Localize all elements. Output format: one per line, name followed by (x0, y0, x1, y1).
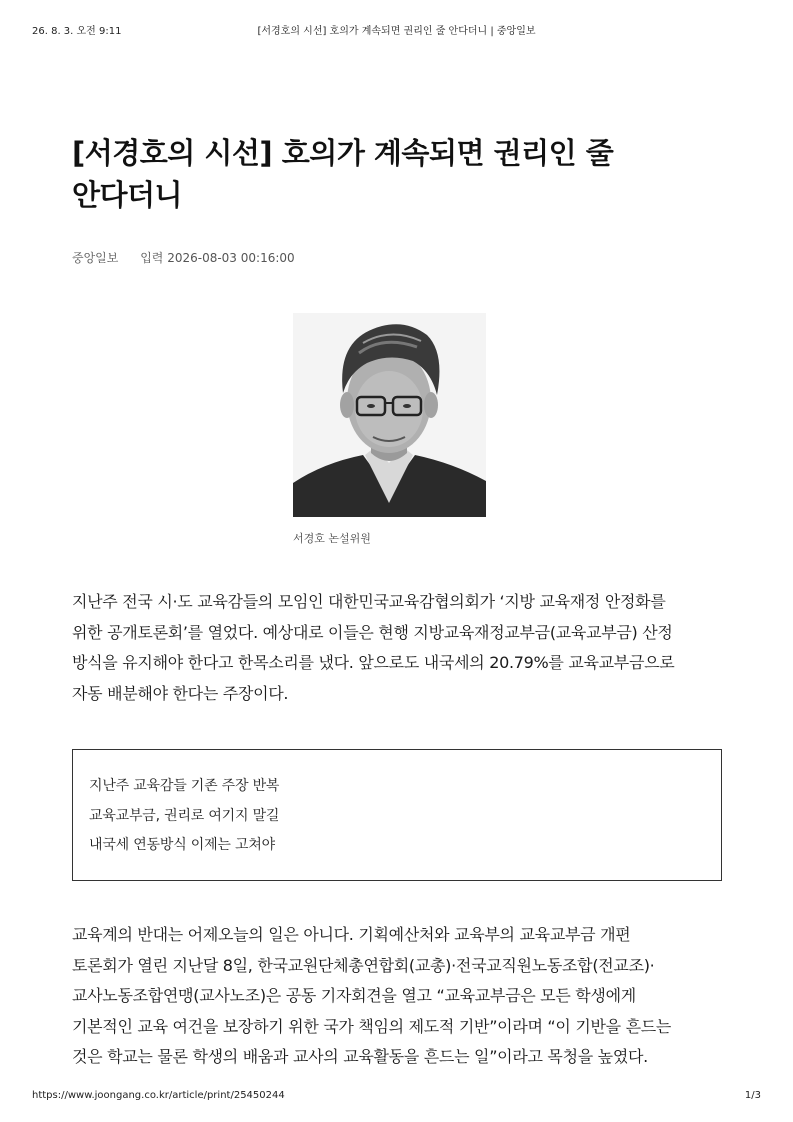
print-footer (0, 1088, 793, 1108)
paragraph-line: 방식을 유지해야 한다고 한목소리를 냈다. 앞으로도 내국세의 20.79%를 교육교부금으로 (72, 653, 675, 672)
photo-caption: 서경호 논설위원 (293, 532, 371, 545)
byline (72, 249, 295, 266)
article-paragraph (72, 587, 724, 709)
published-time: 입력 2026-08-03 00:16:00 (140, 251, 295, 265)
paragraph-line: 교육계의 반대는 어제오늘의 일은 아니다. 기획예산처와 교육부의 교육교부금 개편 (72, 925, 631, 944)
paragraph-line: 교사노동조합연맹(교사노조)은 공동 기자회견을 열고 “교육교부금은 모든 학생에게 (72, 986, 636, 1005)
print-page-title: [서경호의 시선] 호의가 계속되면 권리인 줄 안다더니 | 중앙일보 (257, 26, 536, 37)
article-paragraph (72, 920, 724, 1073)
paragraph-line: 기본적인 교육 여건을 보장하기 위한 국가 책임의 제도적 기반”이라며 “이 기반을 흔드는 (72, 1016, 672, 1036)
article-url: https://www.joongang.co.kr/article/print/25450244 (32, 1090, 285, 1101)
headline-line: 안다더니 (72, 178, 183, 212)
paragraph-line: 것은 학교는 물론 학생의 배움과 교사의 교육활동을 흔드는 일”이라고 목청을 높였다. (72, 1047, 648, 1066)
news-source: 중앙일보 (72, 251, 119, 265)
summary-box (72, 749, 722, 881)
paragraph-line: 지난주 전국 시·도 교육감들의 모임인 대한민국교육감협의회가 ‘지방 교육재정 안정화를 (72, 592, 666, 611)
print-date: 26. 8. 3. 오전 9:11 (32, 26, 122, 37)
columnist-photo (293, 313, 486, 517)
article-headline (72, 132, 692, 216)
summary-item: 지난주 교육감들 기존 주장 반복 (89, 778, 280, 794)
paragraph-line: 토론회가 열린 지난달 8일, 한국교원단체총연합회(교총)·전국교직원노동조합(전교조)· (72, 955, 655, 975)
paragraph-line: 자동 배분해야 한다는 주장이다. (72, 683, 289, 703)
print-header (0, 0, 793, 40)
headline-line: [서경호의 시선] 호의가 계속되면 권리인 줄 (72, 136, 614, 170)
summary-item: 내국세 연동방식 이제는 고쳐야 (89, 837, 275, 853)
paragraph-line: 위한 공개토론회’를 열었다. 예상대로 이들은 현행 지방교육재정교부금(교육교부금) 산정 (72, 622, 673, 642)
summary-item: 교육교부금, 권리로 여기지 말길 (89, 807, 280, 824)
page-number: 1/3 (744, 1090, 761, 1101)
